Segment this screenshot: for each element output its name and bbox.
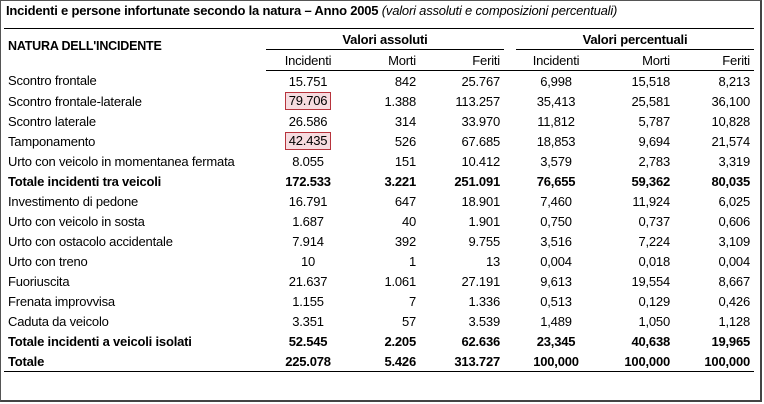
cell-pmor: 100,000: [596, 351, 674, 372]
row-label: Totale incidenti tra veicoli: [8, 173, 162, 189]
table-row: [4, 311, 754, 331]
cell-pmor: 19,554: [631, 273, 670, 289]
cell-fer: 313.727: [420, 351, 504, 372]
cell-mor: 151: [394, 153, 416, 169]
cell-mor: 7: [408, 293, 416, 309]
row-label: Scontro laterale: [8, 113, 96, 129]
cell-mor: 1.061: [384, 273, 416, 289]
cell-mor: 2.205: [384, 333, 416, 349]
cell-fer: 67.685: [461, 133, 500, 149]
cell-pinc: 0,513: [540, 293, 572, 309]
cell-pinc: 0,750: [540, 213, 572, 229]
col-header-incidenti: Incidenti: [266, 50, 350, 71]
row-label: Tamponamento: [8, 133, 96, 149]
cell-pfer: 0,004: [718, 253, 750, 269]
caption-title: Incidenti e persone infortunate secondo la natura – Anno 2005: [6, 3, 379, 18]
cell-pmor: 0,129: [638, 293, 670, 309]
row-label: Investimento di pedone: [8, 193, 139, 209]
cell-pfer: 19,965: [711, 333, 750, 349]
accidents-table: [4, 28, 754, 372]
cell-pmor: 7,224: [638, 233, 670, 249]
cell-pinc: 76,655: [536, 173, 576, 189]
table-row: [4, 331, 754, 351]
cell-pmor: 5,787: [638, 113, 670, 129]
cell-fer: 3.539: [468, 313, 500, 329]
cell-mor: 647: [394, 193, 416, 209]
table-row: [4, 131, 754, 151]
cell-inc: 225.078: [266, 351, 350, 372]
table-row: [4, 171, 754, 191]
row-label: Totale: [4, 351, 266, 372]
cell-fer: 9.755: [468, 233, 500, 249]
cell-pmor: 2,783: [638, 153, 670, 169]
row-label: Frenata improvvisa: [8, 293, 115, 309]
cell-pfer: 21,574: [711, 133, 750, 149]
cell-pinc: 1,489: [540, 313, 572, 329]
cell-pinc: 7,460: [540, 193, 572, 209]
cell-mor: 1: [408, 253, 416, 269]
cell-pmor: 15,518: [631, 73, 670, 89]
col-header-morti: Morti: [350, 50, 420, 71]
row-label: Fuoriuscita: [8, 273, 70, 289]
cell-fer: 113.257: [455, 93, 500, 109]
cell-pfer: 6,025: [718, 193, 750, 209]
cell-fer: 18.901: [461, 193, 500, 209]
cell-pfer: 100,000: [674, 351, 754, 372]
highlighted-value: 79.706: [285, 92, 332, 110]
cell-pfer: 80,035: [711, 173, 750, 189]
cell-pinc: 100,000: [516, 351, 596, 372]
cell-pmor: 0,018: [638, 253, 670, 269]
cell-inc: 52.545: [288, 333, 328, 349]
table-row: [4, 351, 754, 372]
cell-pinc: 0,004: [540, 253, 572, 269]
col-header-pct-incidenti: Incidenti: [516, 50, 596, 71]
table-row: [4, 231, 754, 251]
table-row: [4, 91, 754, 111]
cell-pfer: 8,667: [718, 273, 750, 289]
group-header-percent: Valori percentuali: [516, 29, 754, 50]
col-header-pct-morti: Morti: [596, 50, 674, 71]
cell-mor: 57: [401, 313, 416, 329]
cell-pmor: 11,924: [632, 193, 670, 209]
cell-pinc: 35,413: [536, 93, 576, 109]
cell-pfer: 0,606: [718, 213, 750, 229]
row-label: Urto con treno: [8, 253, 88, 269]
caption-subtitle: (valori assoluti e composizioni percentuali): [381, 3, 618, 18]
group-header-absolute: Valori assoluti: [266, 29, 504, 50]
cell-pfer: 10,828: [711, 113, 750, 129]
cell-inc: 1.155: [292, 293, 324, 309]
cell-mor: 3.221: [384, 173, 416, 189]
cell-fer: 27.191: [461, 273, 500, 289]
row-label: Urto con veicolo in momentanea fermata: [8, 153, 235, 169]
cell-fer: 10.412: [461, 153, 500, 169]
cell-pinc: 11,812: [537, 113, 575, 129]
cell-pinc: 6,998: [540, 73, 572, 89]
col-header-feriti: Feriti: [420, 50, 504, 71]
cell-inc: 16.791: [288, 193, 328, 209]
highlighted-value: 42.435: [285, 132, 332, 150]
table-row: [4, 211, 754, 231]
table-caption: [6, 3, 617, 18]
header-row-groups: [4, 29, 754, 50]
cell-pinc: 3,516: [540, 233, 572, 249]
cell-fer: 33.970: [461, 113, 500, 129]
table-row: [4, 191, 754, 211]
cell-pmor: 9,694: [638, 133, 670, 149]
cell-inc: 3.351: [292, 313, 324, 329]
cell-inc: 26.586: [288, 113, 328, 129]
cell-mor: 314: [394, 113, 416, 129]
cell-inc: 10: [300, 253, 316, 269]
cell-inc: 1.687: [292, 213, 324, 229]
cell-fer: 251.091: [454, 173, 500, 189]
cell-mor: 526: [394, 133, 416, 149]
cell-pmor: 59,362: [631, 173, 670, 189]
row-label: Scontro frontale: [8, 73, 97, 89]
cell-mor: 842: [394, 73, 416, 89]
table-row: [4, 291, 754, 311]
table-row: [4, 71, 754, 92]
cell-pinc: 18,853: [536, 133, 576, 149]
row-label: Urto con veicolo in sosta: [8, 213, 145, 229]
cell-pfer: 0,426: [718, 293, 750, 309]
cell-inc: [266, 131, 350, 151]
cell-fer: 62.636: [461, 333, 500, 349]
table-row: [4, 111, 754, 131]
cell-fer: 1.336: [468, 293, 500, 309]
table-row: [4, 251, 754, 271]
cell-mor: 1.388: [384, 93, 416, 109]
cell-pfer: 8,213: [718, 73, 750, 89]
cell-pinc: 23,345: [536, 333, 576, 349]
cell-pinc: 3,579: [540, 153, 572, 169]
row-label: Totale incidenti a veicoli isolati: [8, 333, 192, 349]
table-row: [4, 271, 754, 291]
cell-pfer: 3,109: [718, 233, 750, 249]
cell-inc: [266, 91, 350, 111]
cell-inc: 8.055: [292, 153, 324, 169]
cell-pmor: 1,050: [638, 313, 670, 329]
cell-mor: 5.426: [350, 351, 420, 372]
row-label: Urto con ostacolo accidentale: [8, 233, 173, 249]
row-label: Caduta da veicolo: [8, 313, 109, 329]
cell-mor: 40: [401, 213, 416, 229]
cell-fer: 25.767: [461, 73, 500, 89]
cell-inc: 7.914: [292, 233, 324, 249]
row-label-header: NATURA DELL'INCIDENTE: [4, 29, 266, 71]
cell-inc: 172.533: [285, 173, 331, 189]
cell-pfer: 1,128: [718, 313, 750, 329]
cell-inc: 21.637: [288, 273, 328, 289]
cell-mor: 392: [394, 233, 416, 249]
cell-inc: 15.751: [288, 73, 328, 89]
cell-pmor: 25,581: [631, 93, 670, 109]
cell-pfer: 3,319: [718, 153, 750, 169]
cell-fer: 13: [485, 253, 500, 269]
row-label: Scontro frontale-laterale: [8, 93, 142, 109]
cell-pmor: 0,737: [638, 213, 670, 229]
cell-pfer: 36,100: [711, 93, 750, 109]
table-row: [4, 151, 754, 171]
cell-pinc: 9,613: [540, 273, 572, 289]
cell-fer: 1.901: [468, 213, 500, 229]
cell-pmor: 40,638: [631, 333, 670, 349]
col-header-pct-feriti: Feriti: [674, 50, 754, 71]
